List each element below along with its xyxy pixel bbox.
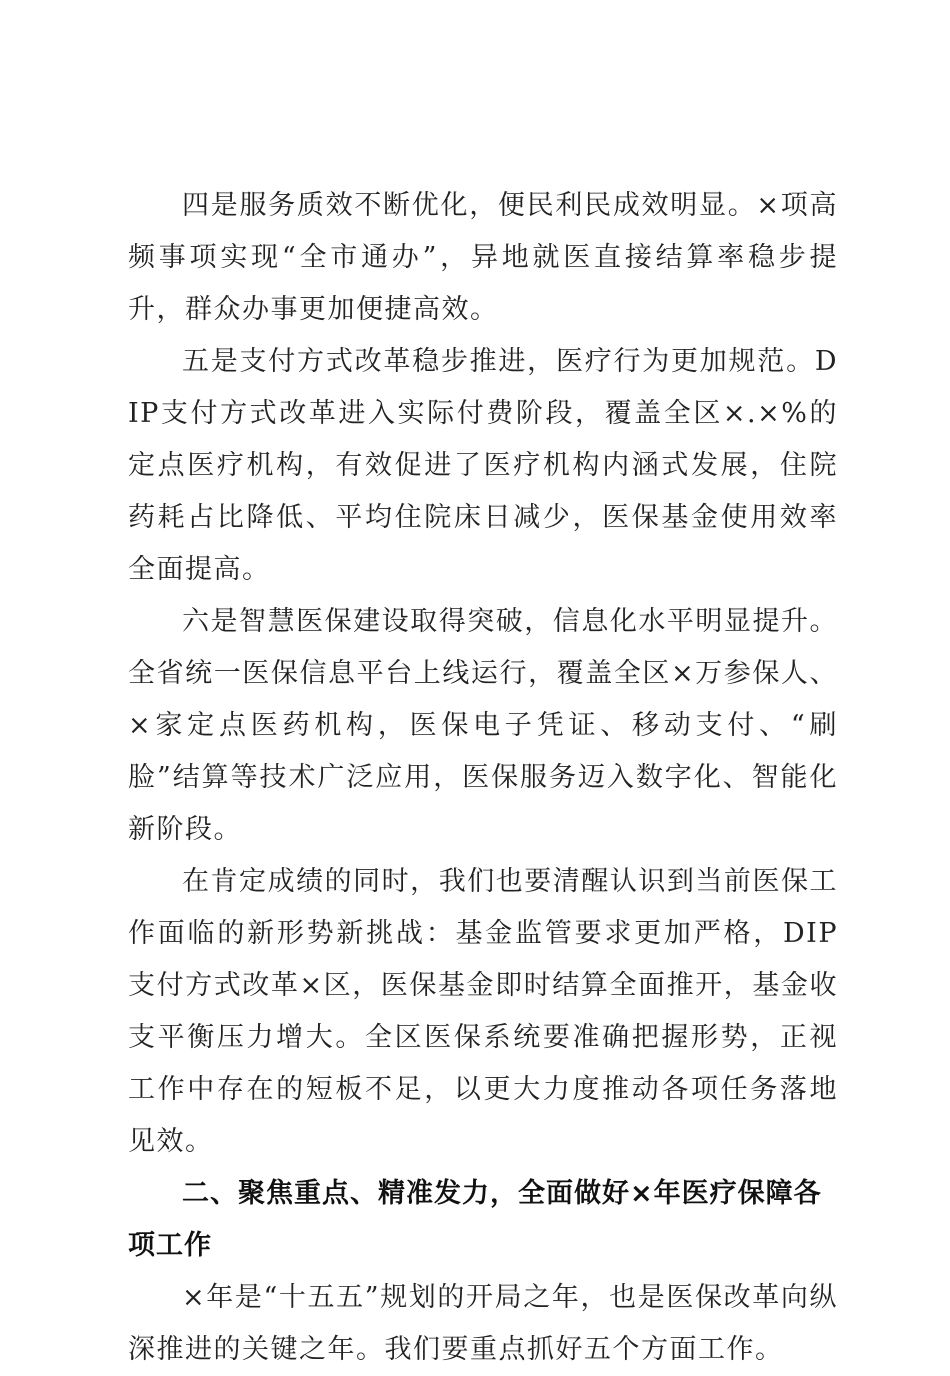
paragraph-year-plan: ×年是“十五五”规划的开局之年，也是医保改革向纵深推进的关键之年。我们要重点抓好五个方面工作。 [128,1282,838,1365]
paragraph-challenges: 在肯定成绩的同时，我们也要清醒认识到当前医保工作面临的新形势新挑战：基金监管要求更加严格，DIP支付方式改革×区，医保基金即时结算全面推开，基金收支平衡压力增大。全区医保系统要准确把握形势，正视工作中存在的短板不足，以更大力度推动各项任务落地见效。 [128,866,838,1157]
section-heading: 二、聚焦重点、精准发力，全面做好×年医疗保障各项工作 [128,1178,822,1261]
paragraph-service-quality: 四是服务质效不断优化，便民利民成效明显。×项高频事项实现“全市通办”，异地就医直接结算率稳步提升，群众办事更加便捷高效。 [128,190,838,325]
paragraph-payment-reform: 五是支付方式改革稳步推进，医疗行为更加规范。DIP支付方式改革进入实际付费阶段，覆盖全区×.×%的定点医疗机构，有效促进了医疗机构内涵式发展，住院药耗占比降低、平均住院床日减少，医保基金使用效率全面提高。 [128,346,838,585]
paragraph-smart-insurance: 六是智慧医保建设取得突破，信息化水平明显提升。全省统一医保信息平台上线运行，覆盖全区×万参保人、×家定点医药机构，医保电子凭证、移动支付、“刷脸”结算等技术广泛应用，医保服务迈入数字化、智能化新阶段。 [128,606,838,845]
document-body [128,180,838,1376]
